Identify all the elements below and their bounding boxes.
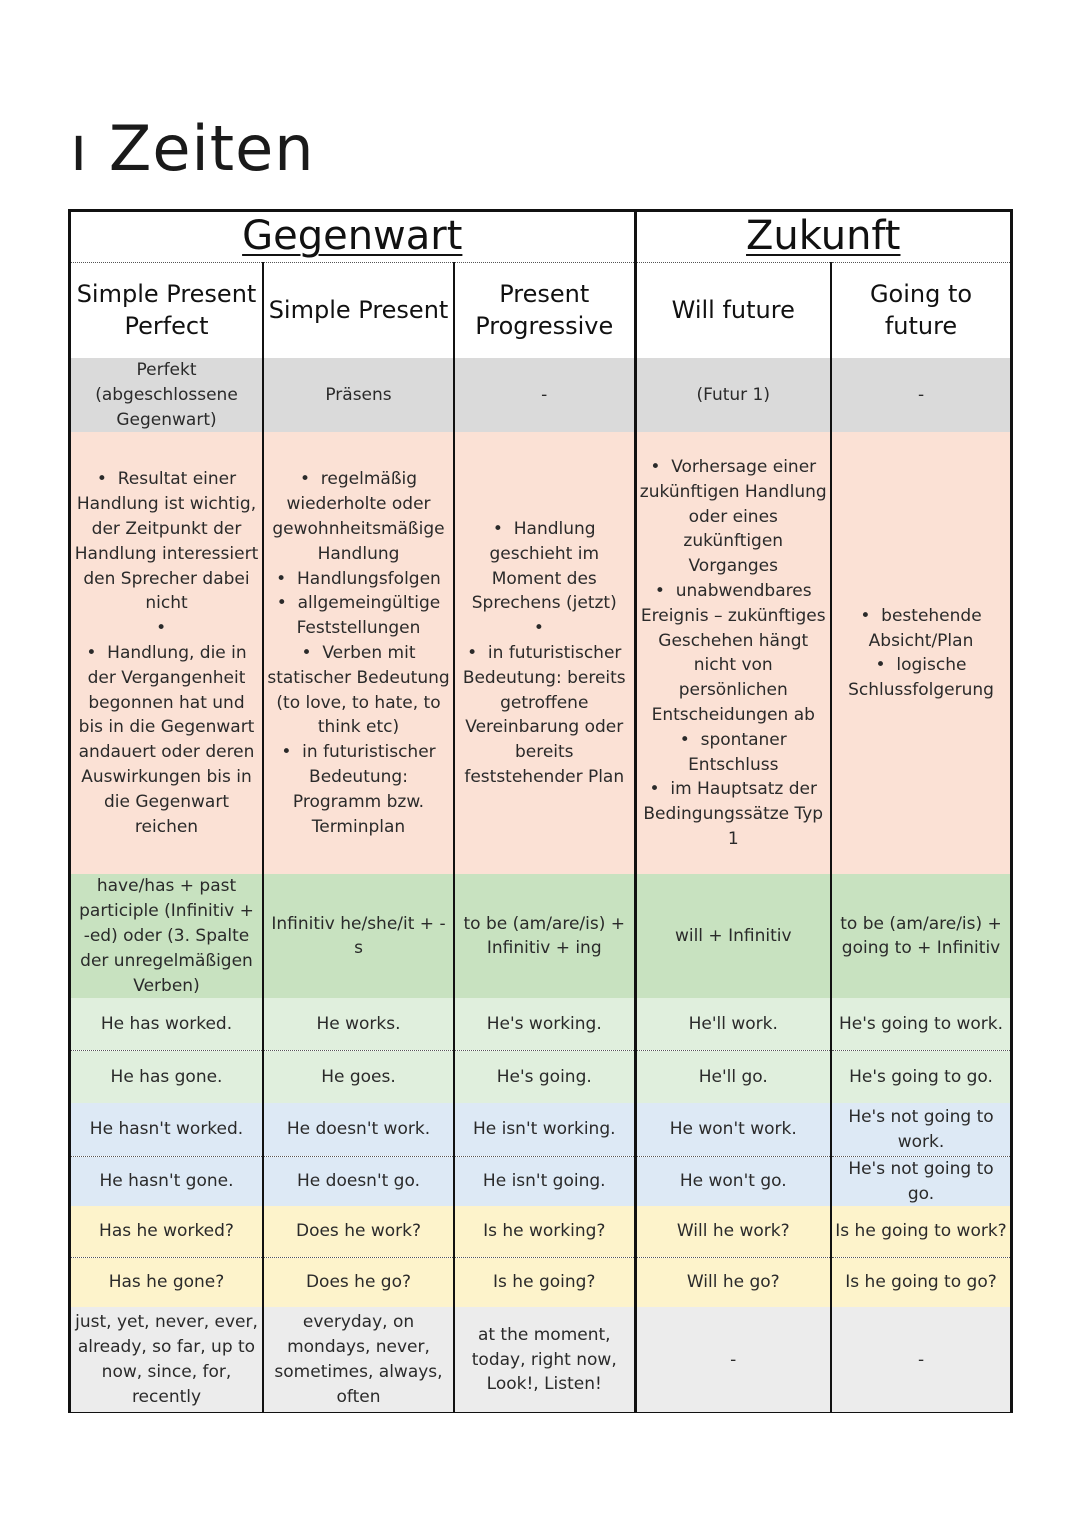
example-cell: He doesn't go. (263, 1156, 454, 1206)
usage-cell-present-progressive (454, 432, 635, 874)
example-cell: He won't work. (635, 1103, 831, 1156)
usage-item: • Handlung geschieht im Moment des Sprechens (jetzt) (458, 517, 631, 616)
example-cell: Does he work? (263, 1206, 454, 1257)
example-cell: He hasn't worked. (71, 1103, 263, 1156)
formation-cell: to be (am/are/is) + going to + Infinitiv (831, 874, 1010, 998)
example-cell: He's working. (454, 998, 635, 1050)
example-cell: He's not going to work. (831, 1103, 1010, 1156)
header-present-perfect: Simple Present Perfect (71, 262, 263, 358)
example-question-go-row (71, 1257, 1010, 1307)
usage-spacer (74, 616, 259, 641)
example-cell: He's going. (454, 1050, 635, 1103)
formation-cell: have/has + past participle (Infinitiv + -ed) oder (3. Spalte der unregelmäßigen Verben) (71, 874, 263, 998)
signal-words-cell: everyday, on mondays, never, sometimes, always, often (263, 1307, 454, 1412)
german-cell: Perfekt (abgeschlossene Gegenwart) (71, 358, 263, 432)
usage-item: • Resultat einer Handlung ist wichtig, der Zeitpunkt der Handlung interessiert den Sprecher dabei nicht (74, 467, 259, 616)
formation-cell: to be (am/are/is) + Infinitiv + ing (454, 874, 635, 998)
example-cell: Has he worked? (71, 1206, 263, 1257)
usage-item: • spontaner Entschluss (640, 728, 828, 778)
usage-cell-will-future (635, 432, 831, 874)
german-cell: (Futur 1) (635, 358, 831, 432)
example-cell: Is he going to go? (831, 1257, 1010, 1307)
header-present-progressive: Present Progressive (454, 262, 635, 358)
example-negative-go-row (71, 1156, 1010, 1206)
example-cell: Will he go? (635, 1257, 831, 1307)
example-cell: He's not going to go. (831, 1156, 1010, 1206)
usage-spacer (458, 616, 631, 641)
example-cell: Does he go? (263, 1257, 454, 1307)
signal-words-cell: - (831, 1307, 1010, 1412)
example-cell: Has he gone? (71, 1257, 263, 1307)
example-cell: He has worked. (71, 998, 263, 1050)
example-cell: He isn't working. (454, 1103, 635, 1156)
usage-item: • Handlungsfolgen (267, 567, 450, 592)
example-negative-work-row (71, 1103, 1010, 1156)
header-will-future: Will future (635, 262, 831, 358)
signal-words-cell: at the moment, today, right now, Look!, Listen! (454, 1307, 635, 1412)
example-cell: Is he working? (454, 1206, 635, 1257)
group-present: Gegenwart (71, 212, 635, 262)
usage-item: • regelmäßig wiederholte oder gewohnheitsmäßige Handlung (267, 467, 450, 566)
usage-item: • Vorhersage einer zukünftigen Handlung oder eines zukünftigen Vorganges (640, 455, 828, 579)
tense-header-row (71, 262, 1010, 358)
example-cell: He's going to work. (831, 998, 1010, 1050)
example-cell: Is he going to work? (831, 1206, 1010, 1257)
usage-item: • im Hauptsatz der Bedingungssätze Typ 1 (640, 777, 828, 851)
tenses-table (68, 209, 1013, 1413)
formation-cell: will + Infinitiv (635, 874, 831, 998)
example-cell: He won't go. (635, 1156, 831, 1206)
german-cell: - (454, 358, 635, 432)
usage-cell-simple-present (263, 432, 454, 874)
example-cell: He isn't going. (454, 1156, 635, 1206)
german-cell: - (831, 358, 1010, 432)
page-title: ı Zeiten (70, 112, 315, 185)
example-cell: He hasn't gone. (71, 1156, 263, 1206)
german-equivalent-row (71, 358, 1010, 432)
group-future: Zukunft (635, 212, 1010, 262)
german-cell: Präsens (263, 358, 454, 432)
formation-cell: Infinitiv he/she/it + -s (263, 874, 454, 998)
usage-item: • in futuristischer Bedeutung: Programm bzw. Terminplan (267, 740, 450, 839)
signal-words-cell: - (635, 1307, 831, 1412)
example-positive-go-row (71, 1050, 1010, 1103)
usage-item: • unabwendbares Ereignis – zukünftiges Geschehen hängt nicht von persönlichen Entscheidungen ab (640, 579, 828, 728)
example-positive-work-row (71, 998, 1010, 1050)
usage-item: • logische Schlussfolgerung (835, 653, 1007, 703)
usage-item: • Handlung, die in der Vergangenheit begonnen hat und bis in die Gegenwart andauert oder deren Auswirkungen bis in die Gegenwart reichen (74, 641, 259, 839)
example-cell: He'll go. (635, 1050, 831, 1103)
usage-item: • in futuristischer Bedeutung: bereits getroffene Vereinbarung oder bereits feststehender Plan (458, 641, 631, 790)
example-question-work-row (71, 1206, 1010, 1257)
example-cell: He has gone. (71, 1050, 263, 1103)
usage-cell-present-perfect (71, 432, 263, 874)
example-cell: He'll work. (635, 998, 831, 1050)
usage-item: • allgemeingültige Feststellungen (267, 591, 450, 641)
example-cell: He goes. (263, 1050, 454, 1103)
header-going-to-future: Going to future (831, 262, 1010, 358)
usage-item: • bestehende Absicht/Plan (835, 604, 1007, 654)
formation-row (71, 874, 1010, 998)
example-cell: He works. (263, 998, 454, 1050)
signal-words-cell: just, yet, never, ever, already, so far, up to now, since, for, recently (71, 1307, 263, 1412)
example-cell: He's going to go. (831, 1050, 1010, 1103)
usage-item: • Verben mit statischer Bedeutung (to love, to hate, to think etc) (267, 641, 450, 740)
example-cell: He doesn't work. (263, 1103, 454, 1156)
usage-cell-going-to-future (831, 432, 1010, 874)
example-cell: Is he going? (454, 1257, 635, 1307)
usage-row (71, 432, 1010, 874)
example-cell: Will he work? (635, 1206, 831, 1257)
header-simple-present: Simple Present (263, 262, 454, 358)
group-header-row (71, 212, 1010, 262)
signal-words-row (71, 1307, 1010, 1412)
